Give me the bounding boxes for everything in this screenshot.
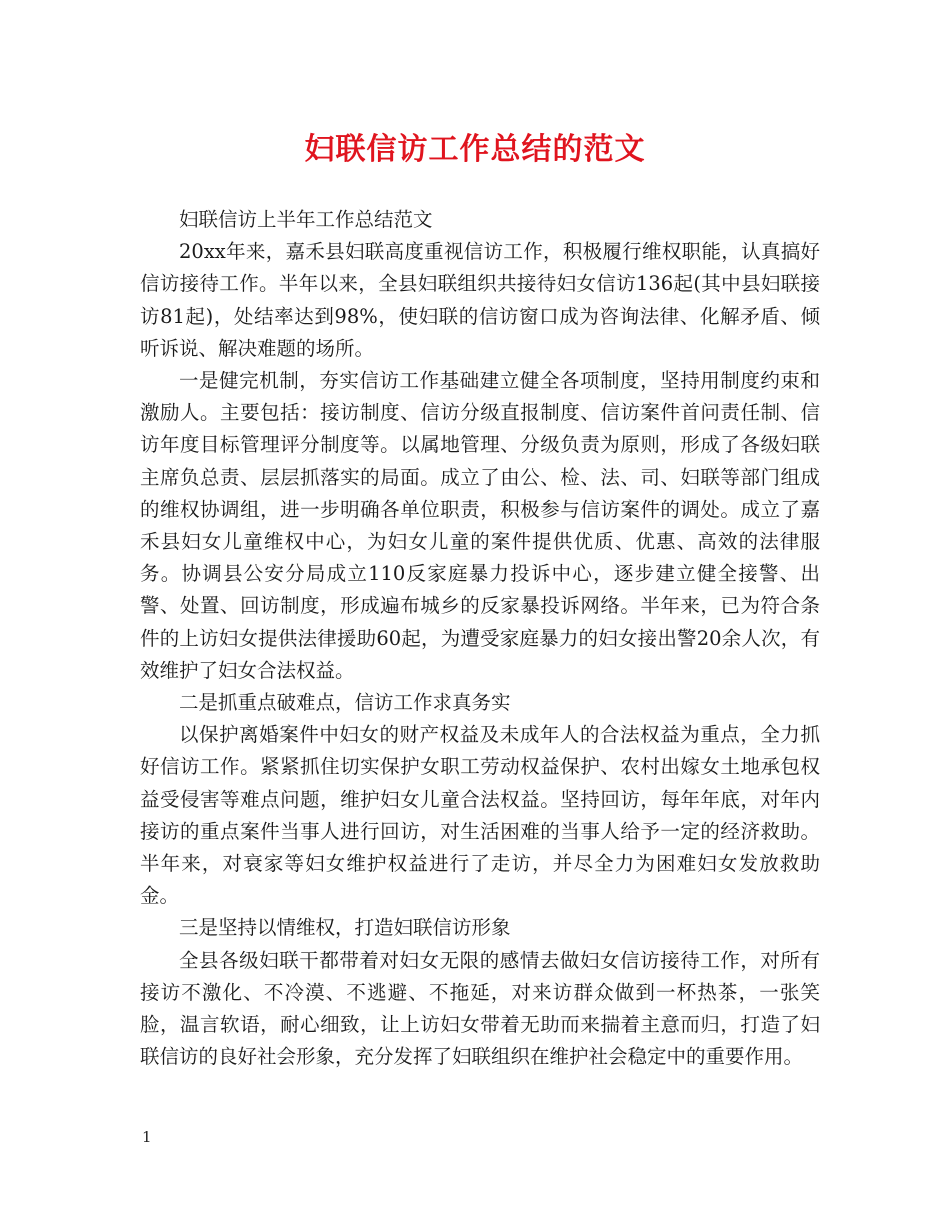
document-body [140, 204, 820, 1073]
paragraph-image: 全县各级妇联干都带着对妇女无限的感情去做妇女信访接待工作，对所有接访不激化、不冷漠、不逃避、不拖延，对来访群众做到一杯热茶，一张笑脸，温言软语，耐心细致，让上访妇女带着无助而来揣着主意而归，打造了妇联信访的良好社会形象，充分发挥了妇联组织在维护社会稳定中的重要作用。 [140, 948, 820, 1069]
paragraph-key-points: 以保护离婚案件中妇女的财产权益及未成年人的合法权益为重点，全力抓好信访工作。紧紧抓住切实保护女职工劳动权益保护、农村出嫁女土地承包权益受侵害等难点问题，维护妇女儿童合法权益。坚持回访，每年年底，对年内接访的重点案件当事人进行回访，对生活困难的当事人给予一定的经济救助。半年来，对衰家等妇女维护权益进行了走访，并尽全力为困难妇女发放救助金。 [140, 723, 820, 908]
paragraph-heading-three: 三是坚持以情维权，打造妇联信访形象 [179, 916, 511, 940]
document-title: 妇联信访工作总结的范文 [304, 132, 646, 167]
paragraph-intro: 20xx年来，嘉禾县妇联高度重视信访工作，积极履行维权职能，认真搞好信访接待工作。半年以来，全县妇联组织共接待妇女信访136起(其中县妇联接访81起)，处结率达到98%，使妇联的信访窗口成为咨询法律、化解矛盾、倾听诉说、解决难题的场所。 [140, 240, 820, 360]
page-number: 1 [142, 1128, 152, 1146]
paragraph-mechanism: 一是健完机制，夯实信访工作基础建立健全各项制度，坚持用制度约束和激励人。主要包括：接访制度、信访分级直报制度、信访案件首问责任制、信访年度目标管理评分制度等。以属地管理、分级负责为原则，形成了各级妇联主席负总责、层层抓落实的局面。成立了由公、检、法、司、妇联等部门组成的维权协调组，进一步明确各单位职责，积极参与信访案件的调处。成立了嘉禾县妇女儿童维权中心，为妇女儿童的案件提供优质、优惠、高效的法律服务。协调县公安分局成立110反家庭暴力投诉中心，逐步建立健全接警、出警、处置、回访制度，形成遍布城乡的反家暴投诉网络。半年来，已为符合条件的上访妇女提供法律援助60起，为遭受家庭暴力的妇女接出警20余人次，有效维护了妇女合法权益。 [140, 369, 820, 682]
paragraph-subtitle: 妇联信访上半年工作总结范文 [179, 208, 433, 231]
paragraph-heading-two: 二是抓重点破难点，信访工作求真务实 [179, 691, 511, 715]
